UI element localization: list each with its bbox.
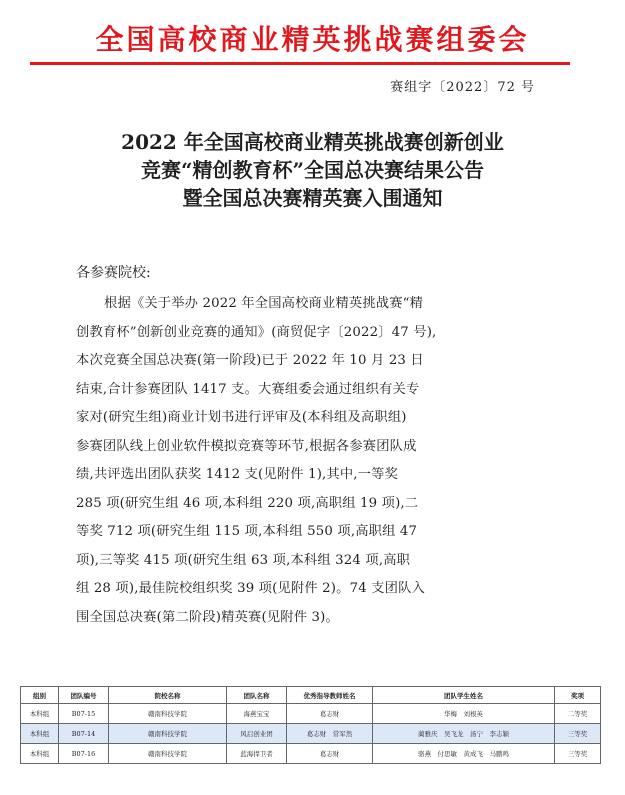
main-title-line: 暨全国总决赛精英赛入围通知 <box>182 186 443 210</box>
body-line: 结束,合计参赛团队 1417 支。大赛组委会通过组织有关专 <box>76 381 420 397</box>
table-row <box>21 724 601 744</box>
cell-advisor: 葛志财 <box>287 704 373 724</box>
cell-school: 赣南科技学院 <box>109 724 227 744</box>
cell-school: 赣南科技学院 <box>109 704 227 724</box>
column-header-school: 院校名称 <box>109 687 227 704</box>
cell-students: 骆燕 付思敏 黄成飞 马鹏鸣 <box>373 744 555 764</box>
body-line: 项),三等奖 415 项(研究生组 63 项,本科组 324 项,高职 <box>76 552 411 568</box>
cell-school: 赣南科技学院 <box>109 744 227 764</box>
main-title <box>0 128 625 212</box>
table-row <box>21 744 601 764</box>
body-line: 根据《关于举办 2022 年全国高校商业精英挑战赛“精 <box>104 296 424 311</box>
cell-students: 蔺雅庆 吴飞龙 汤宁 李志颖 <box>373 724 555 744</box>
column-header-team-name: 团队名称 <box>227 687 287 704</box>
table-header-row <box>21 687 601 704</box>
column-header-award: 奖项 <box>555 687 601 704</box>
body-line: 围全国总决赛(第二阶段)精英赛(见附件 3)。 <box>76 609 339 625</box>
cell-team-name: 蓝海捍卫者 <box>227 744 287 764</box>
salutation: 各参赛院校: <box>76 265 151 281</box>
cell-group: 本科组 <box>21 724 59 744</box>
column-header-advisor: 优秀指导教师姓名 <box>287 687 373 704</box>
column-header-team-id: 团队编号 <box>59 687 109 704</box>
cell-advisor: 葛志财 <box>287 744 373 764</box>
cell-award: 二等奖 <box>555 704 601 724</box>
body-line: 参赛团队线上创业软件模拟竞赛等环节,根据各参赛团队成 <box>76 438 417 454</box>
header-org-title: 全国高校商业精英挑战赛组委会 <box>95 23 530 56</box>
cell-award: 三等奖 <box>555 724 601 744</box>
doc-number: 赛组字〔2022〕72 号 <box>390 80 535 95</box>
body-line: 285 项(研究生组 46 项,本科组 220 项,高职组 19 项),二 <box>76 495 419 511</box>
cell-students: 华梅 刘根英 <box>373 704 555 724</box>
header-red-rule <box>30 62 570 65</box>
body-line: 家对(研究生组)商业计划书进行评审及(本科组及高职组) <box>76 410 407 425</box>
cell-award: 三等奖 <box>555 744 601 764</box>
award-results-table <box>20 686 601 764</box>
cell-team-id: B07-14 <box>59 724 109 744</box>
cell-team-name: 海燕宝宝 <box>227 704 287 724</box>
cell-team-name: 风启创业团 <box>227 724 287 744</box>
cell-advisor: 葛志财 常军然 <box>287 724 373 744</box>
body-line: 绩,共评选出团队获奖 1412 支(见附件 1),其中,一等奖 <box>76 467 399 482</box>
cell-group: 本科组 <box>21 704 59 724</box>
column-header-group: 组别 <box>21 687 59 704</box>
main-title-line: 2022 年全国高校商业精英挑战赛创新创业 <box>121 130 504 154</box>
body-line: 本次竞赛全国总决赛(第一阶段)已于 2022 年 10 月 23 日 <box>76 353 424 368</box>
main-title-line: 竞赛“精创教育杯”全国总决赛结果公告 <box>140 158 484 182</box>
table-row <box>21 704 601 724</box>
cell-group: 本科组 <box>21 744 59 764</box>
body-line: 等奖 712 项(研究生组 115 项,本科组 550 项,高职组 47 <box>76 524 418 539</box>
body-line: 组 28 项),最佳院校组织奖 39 项(见附件 2)。74 支团队入 <box>76 581 425 596</box>
column-header-students: 团队学生姓名 <box>373 687 555 704</box>
body-paragraph <box>76 290 532 632</box>
body-line: 创教育杯”创新创业竞赛的通知》(商贸促字〔2022〕47 号), <box>76 324 437 340</box>
cell-team-id: B07-16 <box>59 744 109 764</box>
cell-team-id: B07-15 <box>59 704 109 724</box>
